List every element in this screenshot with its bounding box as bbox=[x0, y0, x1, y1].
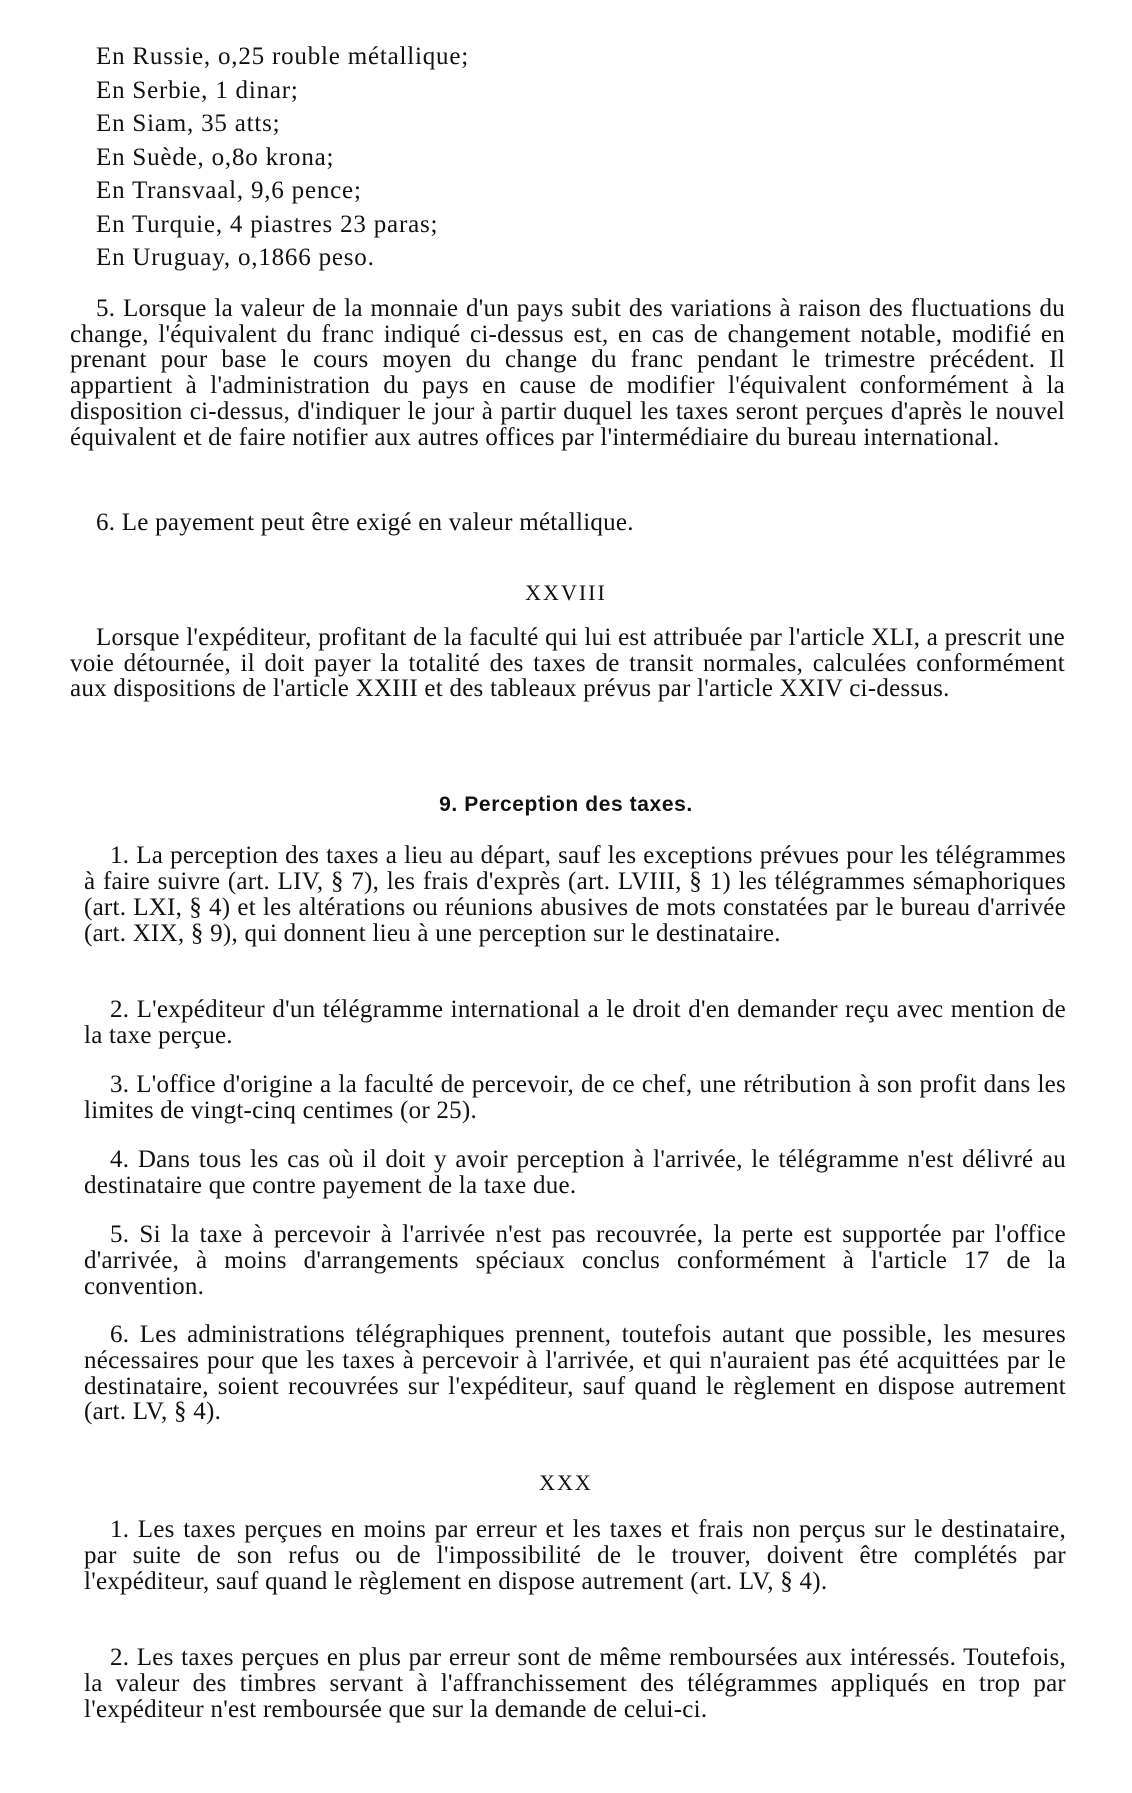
section-title-perception: 9. Perception des taxes. bbox=[439, 793, 693, 816]
currency-item-transvaal: En Transvaal, 9,6 pence; bbox=[96, 177, 362, 204]
art28-paragraph: Lorsque l'expéditeur, profitant de la faculté qui lui est attribuée par l'article XLI, a prescrit une voie détournée, il doit payer la totalité des taxes de transit normales, calculées conformément aux dispositions de l'article XXIII et des tableaux prévus par l'article XXIV ci-dessus. bbox=[70, 624, 1065, 702]
art30-paragraph-2: 2. Les taxes perçues en plus par erreur sont de même remboursées aux intéressés. Toutefois, la valeur des timbres servant à l'affranchissement des télégrammes appliqués en trop par l'expéditeur n'est remboursée que sur la demande de celui-ci. bbox=[84, 1644, 1066, 1723]
art30-paragraph-1: 1. Les taxes perçues en moins par erreur et les taxes et frais non perçus sur le destinataire, par suite de son refus ou de l'impossibilité de le trouver, doivent être complétés par l'expéditeur, sauf quand le règlement en dispose autrement (art. LV, § 4). bbox=[84, 1516, 1066, 1595]
section9-paragraph-3: 3. L'office d'origine a la faculté de percevoir, de ce chef, une rétribution à son profit dans les limites de vingt-cinq centimes (or 25). bbox=[84, 1071, 1066, 1124]
section9-paragraph-1: 1. La perception des taxes a lieu au départ, sauf les exceptions prévues pour les télégrammes à faire suivre (art. LIV, § 7), les frais d'exprès (art. LVIII, § 1) les télégrammes sémaphoriques (art. LXI, § 4) et les altérations ou réunions abusives de mots constatées par le bureau d'arrivée (art. XIX, § 9), qui donnent lieu à une perception sur le destinataire. bbox=[84, 842, 1066, 947]
currency-item-serbia: En Serbie, 1 dinar; bbox=[96, 76, 299, 104]
section9-paragraph-2: 2. L'expéditeur d'un télégramme international a le droit d'en demander reçu avec mention de la taxe perçue. bbox=[84, 996, 1066, 1049]
art27-paragraph-5: 5. Lorsque la valeur de la monnaie d'un pays subit des variations à raison des fluctuations du change, l'équivalent du franc indiqué ci-dessus est, en cas de changement notable, modifié en prenant pour base le cours moyen du change du franc pendant le trimestre précédent. Il appartient à l'administration du pays en cause de modifier l'équivalent conformément à la disposition ci-dessus, d'indiquer le jour à partir duquel les taxes seront perçues d'après le nouvel équivalent et de faire notifier aux autres offices par l'intermédiaire du bureau international. bbox=[70, 295, 1065, 451]
article-heading-xxx: XXX bbox=[539, 1470, 593, 1495]
section9-paragraph-5: 5. Si la taxe à percevoir à l'arrivée n'est pas recouvrée, la perte est supportée par l'office d'arrivée, à moins d'arrangements spéciaux conclus conformément à l'article 17 de la convention. bbox=[84, 1221, 1066, 1300]
currency-item-siam: En Siam, 35 atts; bbox=[96, 110, 281, 137]
section9-paragraph-4: 4. Dans tous les cas où il doit y avoir perception à l'arrivée, le télégramme n'est délivré au destinataire que contre payement de la taxe due. bbox=[84, 1146, 1066, 1199]
currency-item-uruguay: En Uruguay, o,1866 peso. bbox=[96, 244, 375, 271]
currency-equivalents-list bbox=[96, 40, 746, 275]
article-heading-xxviii: XXVIII bbox=[525, 580, 607, 605]
currency-item-turkey: En Turquie, 4 piastres 23 paras; bbox=[96, 210, 439, 238]
currency-item-russia: En Russie, o,25 rouble métallique; bbox=[96, 43, 469, 70]
section9-paragraph-6: 6. Les administrations télégraphiques prennent, toutefois autant que possible, les mesures nécessaires pour que les taxes à percevoir à l'arrivée, et qui n'auraient pas été acquittées par le destinataire, soient recouvrées sur l'expéditeur, sauf quand le règlement en dispose autrement (art. LV, § 4). bbox=[84, 1321, 1066, 1426]
currency-item-sweden: En Suède, o,8o krona; bbox=[96, 143, 335, 171]
art27-paragraph-6: 6. Le payement peut être exigé en valeur métallique. bbox=[96, 509, 634, 536]
